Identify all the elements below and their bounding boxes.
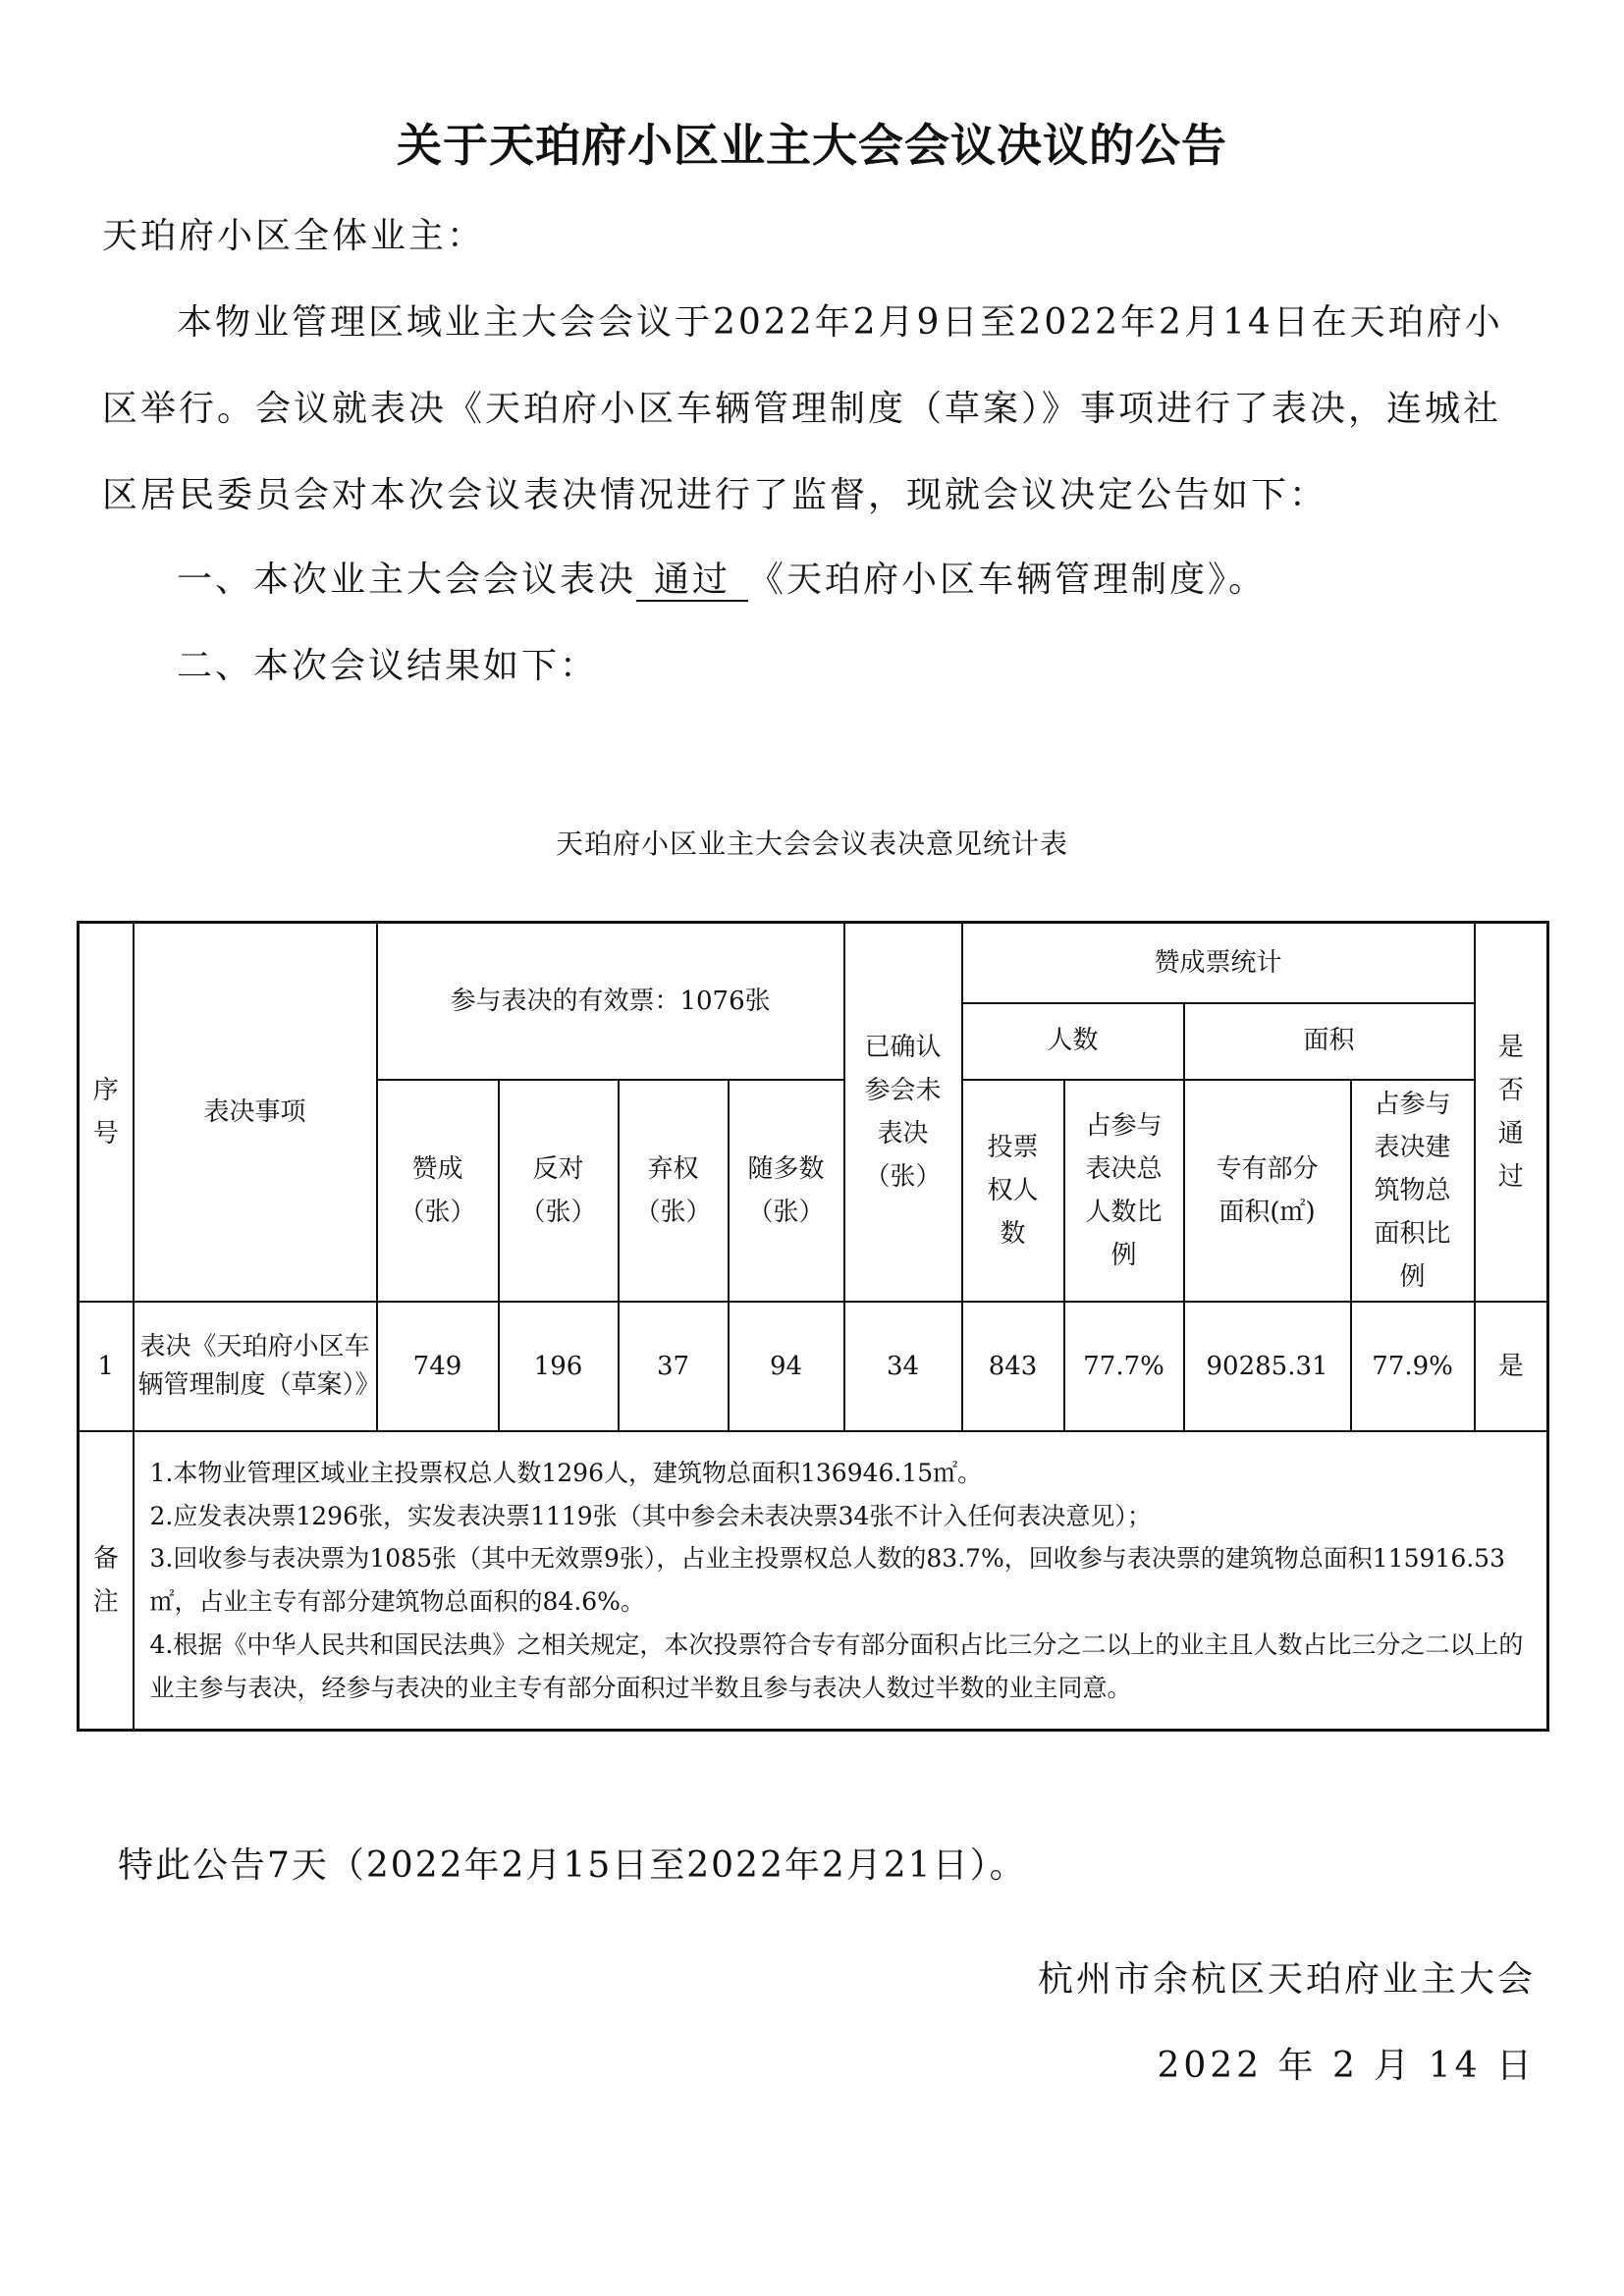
- resolution-item-1: [177, 552, 1267, 602]
- resolution-item-1-suffix: 《天珀府小区车辆管理制度》。: [748, 560, 1268, 600]
- header-confirmed-no-vote: 已确认 参会未 表决 （张）: [844, 923, 962, 1303]
- row-follow-majority: 94: [729, 1302, 844, 1431]
- header-seq: 序 号: [79, 923, 134, 1303]
- notes-label: 备 注: [79, 1431, 134, 1730]
- signing-date: 2022 年 2 月 14 日: [1157, 2046, 1536, 2086]
- header-approve: 赞成 （张）: [377, 1080, 499, 1303]
- row-confirmed-no-vote: 34: [844, 1302, 962, 1431]
- row-area-ratio: 77.9%: [1351, 1302, 1475, 1431]
- row-exclusive-area: 90285.31: [1184, 1302, 1351, 1431]
- row-passed: 是: [1475, 1302, 1548, 1431]
- row-seq: 1: [79, 1302, 134, 1431]
- notes: [134, 1431, 1548, 1730]
- table-row: [79, 1302, 1548, 1431]
- row-abstain: 37: [619, 1302, 729, 1431]
- row-voters: 843: [962, 1302, 1064, 1431]
- header-people-ratio: 占参与 表决总 人数比 例: [1064, 1080, 1184, 1303]
- signer: 杭州市余杭区天珀府业主大会: [1037, 1959, 1536, 2000]
- intro-line-2: 区举行。会议就表决《天珀府小区车辆管理制度（草案）》事项进行了表决，连城社: [102, 389, 1502, 429]
- header-follow-majority: 随多数 （张）: [729, 1080, 844, 1303]
- header-passed: 是 否 通 过: [1475, 923, 1548, 1303]
- intro-line-1: 本物业管理区域业主大会会议于2022年2月9日至2022年2月14日在天珀府小: [177, 302, 1503, 343]
- header-area: 面积: [1184, 1003, 1475, 1080]
- resolution-item-1-prefix: 一、本次业主大会会议表决: [177, 560, 637, 600]
- header-oppose: 反对 （张）: [499, 1080, 619, 1303]
- note-2: 2.应发表决票1296张，实发表决票1119张（其中参会未表决票34张不计入任何表决意见）；: [149, 1501, 1152, 1530]
- closing-notice: 特此公告7天（2022年2月15日至2022年2月21日）。: [118, 1845, 1027, 1886]
- header-approve-stats: 赞成票统计: [962, 923, 1475, 1003]
- header-voters: 投票 权人 数: [962, 1080, 1064, 1303]
- vote-statistics-table: [77, 921, 1549, 1732]
- table-caption: 天珀府小区业主大会会议表决意见统计表: [555, 828, 1068, 860]
- header-abstain: 弃权 （张）: [619, 1080, 729, 1303]
- header-exclusive-area: 专有部分 面积(㎡): [1184, 1080, 1351, 1303]
- note-3: 3.回收参与表决票为1085张（其中无效票9张），占业主投票权总人数的83.7%，回收参与表决票的建筑物总面积115916.53㎡，占业主专有部分建筑物总面积的84.6%。: [149, 1544, 1505, 1617]
- row-people-ratio: 77.7%: [1064, 1302, 1184, 1431]
- row-oppose: 196: [499, 1302, 619, 1431]
- header-item: 表决事项: [134, 923, 377, 1303]
- row-item: 表决《天珀府小区车辆管理制度（草案）》: [134, 1302, 377, 1431]
- header-valid-votes: 参与表决的有效票：1076张: [377, 923, 844, 1080]
- salutation: 天珀府小区全体业主：: [102, 216, 486, 256]
- note-1: 1.本物业管理区域业主投票权总人数1296人，建筑物总面积136946.15㎡。: [149, 1458, 983, 1487]
- resolution-result: 通过: [636, 561, 748, 602]
- intro-line-3: 区居民委员会对本次会议表决情况进行了监督，现就会议决定公告如下：: [102, 475, 1328, 515]
- note-4: 4.根据《中华人民共和国民法典》之相关规定，本次投票符合专有部分面积占比三分之二以上的业主且人数占比三分之二以上的业主参与表决，经参与表决的业主专有部分面积过半数且参与表决人数过半数的业主同意。: [149, 1629, 1524, 1702]
- page-title: 关于天珀府小区业主大会会议决议的公告: [397, 119, 1227, 172]
- header-people: 人数: [962, 1003, 1184, 1080]
- header-area-ratio: 占参与 表决建 筑物总 面积比 例: [1351, 1080, 1475, 1303]
- row-approve: 749: [377, 1302, 499, 1431]
- resolution-item-2: 二、本次会议结果如下：: [177, 646, 599, 686]
